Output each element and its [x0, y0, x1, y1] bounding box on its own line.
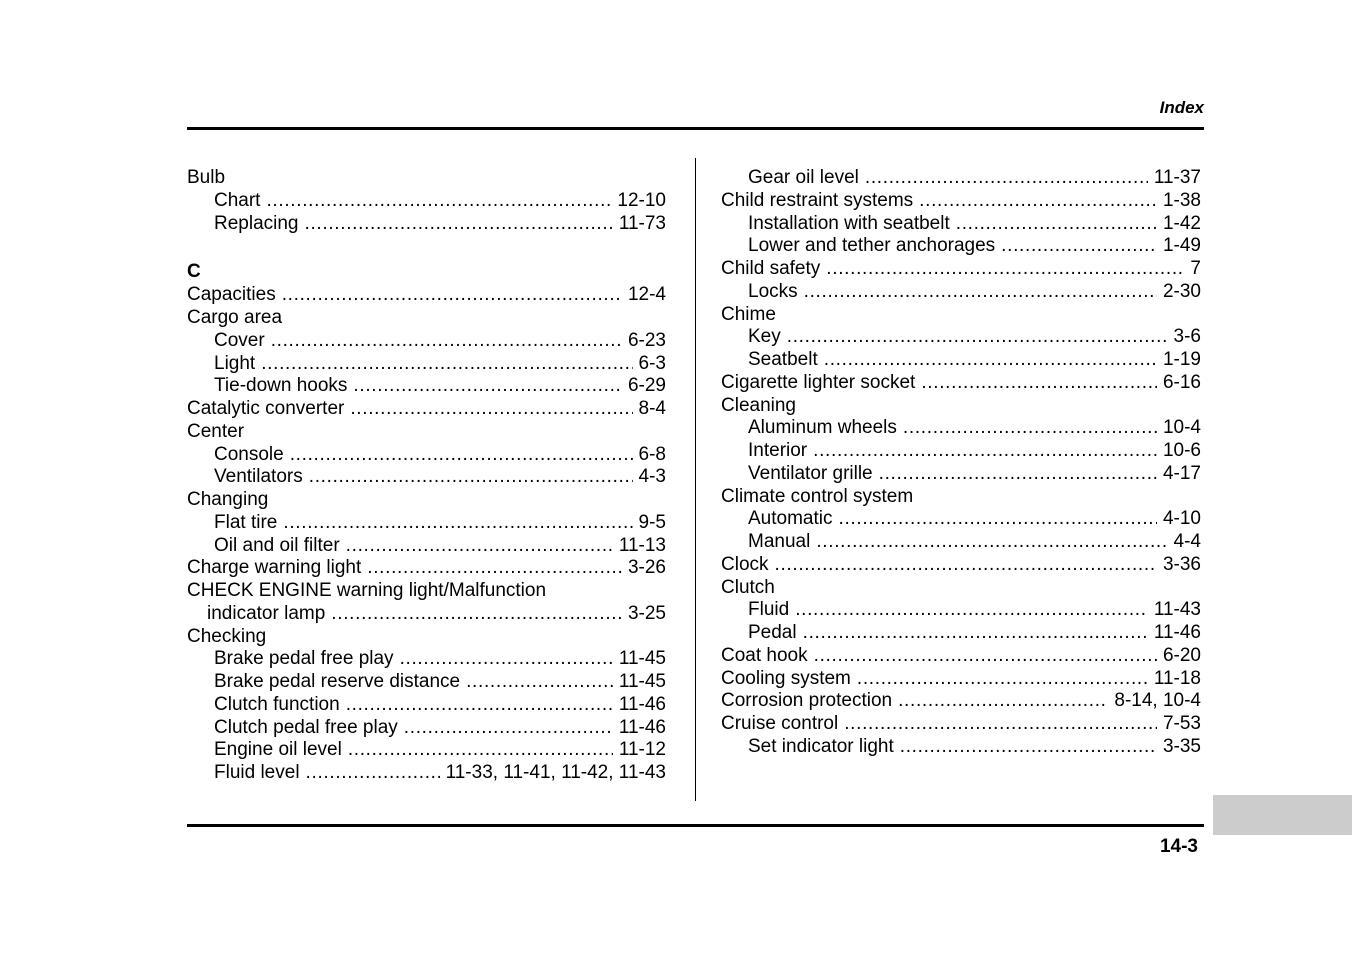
dot-leader	[900, 736, 1157, 759]
index-entry	[187, 694, 666, 717]
index-entry-label: Chart	[214, 189, 261, 211]
index-entry-page: 8-4	[638, 398, 666, 419]
index-entry	[187, 489, 666, 512]
index-entry-label: Cargo area	[187, 307, 283, 328]
index-entry	[187, 648, 666, 671]
index-entry	[187, 353, 666, 376]
index-entry-label: Bulb	[187, 167, 226, 188]
index-entry-page: 11-46	[1153, 622, 1201, 643]
page-header-title: Index	[1159, 98, 1204, 117]
index-entry	[187, 603, 666, 626]
index-entry-label: Checking	[187, 625, 267, 647]
dot-leader	[813, 440, 1157, 463]
index-entry-page: 6-20	[1162, 644, 1201, 666]
index-entry-label: Clutch	[721, 576, 775, 598]
index-entry-label: Center	[187, 420, 245, 442]
index-entry-label: Brake pedal free play	[214, 648, 394, 670]
page-number: 14-3	[1159, 836, 1198, 857]
index-section-letter: C	[187, 261, 201, 283]
index-entry-label: Key	[748, 326, 781, 348]
index-entry	[721, 668, 1201, 691]
index-entry	[721, 508, 1201, 531]
index-entry	[721, 258, 1201, 281]
index-entry-label: indicator lamp	[207, 602, 326, 624]
index-entry-page: 11-13	[618, 534, 666, 556]
index-entry	[721, 372, 1201, 395]
dot-leader	[331, 603, 622, 626]
index-entry	[721, 417, 1201, 440]
index-entry-label: Automatic	[748, 508, 833, 530]
dot-leader	[282, 284, 622, 307]
dot-leader	[824, 349, 1157, 372]
index-entry-page: 1-42	[1162, 212, 1201, 234]
dot-leader	[404, 717, 613, 740]
dot-leader	[346, 535, 613, 558]
dot-leader	[305, 213, 613, 236]
dot-leader	[814, 645, 1157, 668]
index-entry	[721, 349, 1201, 372]
index-entry	[187, 671, 666, 694]
index-entry	[721, 486, 1201, 509]
dot-leader	[816, 531, 1167, 554]
index-entry-label: Climate control system	[721, 485, 914, 507]
index-entry-page: 4-17	[1162, 462, 1201, 484]
index-entry	[721, 622, 1201, 645]
dot-leader	[803, 622, 1148, 645]
index-entry-page: 1-49	[1162, 235, 1201, 257]
index-entry-label: Tie-down hooks	[214, 375, 348, 397]
index-entry	[721, 599, 1201, 622]
index-entry-label: Locks	[748, 280, 798, 302]
index-entry	[187, 717, 666, 740]
index-entry-page: 8-14, 10-4	[1114, 690, 1201, 712]
index-entry-label: Engine oil level	[214, 739, 342, 761]
index-entry	[187, 167, 666, 190]
index-entry-label: Clutch pedal free play	[214, 716, 398, 738]
index-entry-page: 6-29	[627, 375, 666, 397]
index-entry-label: Chime	[721, 303, 776, 325]
index-entry-label: Corrosion protection	[721, 690, 893, 712]
index-entry-label: Ventilators	[214, 466, 303, 488]
dot-leader	[898, 690, 1108, 713]
index-entry	[721, 440, 1201, 463]
dot-leader	[919, 190, 1157, 213]
index-entry	[187, 580, 666, 603]
index-entry	[721, 213, 1201, 236]
index-entry-label: Clock	[721, 553, 769, 575]
index-entry-label: Flat tire	[214, 511, 278, 533]
index-entry-label: Child safety	[721, 258, 821, 279]
index-entry-label: Cover	[214, 329, 265, 351]
index-entry	[721, 167, 1201, 190]
index-entry	[187, 512, 666, 535]
dot-leader	[956, 213, 1157, 236]
index-entry-label: Cigarette lighter socket	[721, 371, 916, 393]
dot-leader	[787, 326, 1168, 349]
index-entry-page: 4-10	[1162, 508, 1201, 530]
index-entry	[187, 307, 666, 330]
index-entry-label: Ventilator grille	[748, 462, 873, 484]
index-entry-page: 11-45	[618, 648, 666, 670]
index-entry-page: 1-38	[1162, 189, 1201, 211]
index-entry-page: 3-6	[1173, 326, 1201, 348]
dot-leader	[367, 557, 622, 580]
index-entry	[721, 326, 1201, 349]
dot-leader	[309, 466, 633, 489]
index-entry-label: Installation with seatbelt	[748, 212, 950, 234]
index-entry-page: 4-4	[1173, 531, 1201, 552]
index-entry-page: 10-6	[1162, 440, 1201, 461]
index-entry	[187, 421, 666, 444]
dot-leader	[795, 599, 1148, 622]
index-entry-label: Gear oil level	[748, 167, 859, 188]
index-entry-page: 6-16	[1162, 371, 1201, 393]
index-entry	[721, 554, 1201, 577]
index-entry-page: 1-19	[1162, 349, 1201, 370]
dot-leader	[921, 372, 1157, 395]
dot-leader	[865, 167, 1148, 190]
index-entry	[721, 235, 1201, 258]
index-entry	[721, 395, 1201, 418]
index-entry	[721, 190, 1201, 213]
dot-leader	[844, 713, 1157, 736]
dot-leader	[826, 258, 1184, 281]
dot-leader	[348, 739, 613, 762]
index-entry	[721, 531, 1201, 554]
index-column-right	[721, 167, 1201, 759]
index-entry	[187, 626, 666, 649]
index-entry-label: CHECK ENGINE warning light/Malfunction	[187, 580, 547, 601]
dot-leader	[283, 512, 632, 535]
index-entry-page: 11-43	[1153, 599, 1201, 621]
index-entry	[721, 577, 1201, 600]
index-entry	[187, 213, 666, 236]
index-entry-label: Aluminum wheels	[748, 417, 897, 439]
index-entry-label: Pedal	[748, 622, 797, 643]
index-entry-label: Lower and tether anchorages	[748, 235, 996, 257]
index-entry-page: 11-46	[618, 716, 666, 738]
index-entry	[187, 762, 666, 785]
index-entry-label: Oil and oil filter	[214, 534, 340, 556]
dot-leader	[466, 671, 613, 694]
index-entry-label: Fluid level	[214, 762, 300, 783]
index-entry-label: Replacing	[214, 212, 299, 234]
dot-leader	[266, 190, 611, 213]
dot-leader	[400, 648, 613, 671]
index-entry-page: 6-23	[627, 329, 666, 351]
index-entry-page: 3-36	[1162, 553, 1201, 575]
index-entry	[187, 444, 666, 467]
index-entry-label: Child restraint systems	[721, 189, 914, 211]
dot-leader	[775, 554, 1157, 577]
index-entry-page: 6-8	[638, 443, 666, 465]
index-entry-page: 11-12	[618, 739, 666, 761]
index-entry	[187, 284, 666, 307]
dot-leader	[350, 398, 632, 421]
index-entry-label: Coat hook	[721, 644, 808, 666]
index-entry	[721, 736, 1201, 759]
index-column-left	[187, 167, 666, 785]
index-entry-label: Cooling system	[721, 667, 851, 689]
index-entry-page: 7-53	[1162, 713, 1201, 734]
index-entry-label: Charge warning light	[187, 557, 362, 579]
dot-leader	[857, 668, 1148, 691]
index-entry-page: 11-45	[618, 671, 666, 692]
dot-leader	[353, 375, 622, 398]
index-entry-page: 11-73	[618, 212, 666, 234]
index-entry-label: Clutch function	[214, 693, 340, 715]
index-entry	[187, 557, 666, 580]
index-entry-label: Brake pedal reserve distance	[214, 671, 461, 692]
header-rule	[187, 127, 1204, 130]
index-entry	[721, 713, 1201, 736]
index-entry-page: 7	[1190, 258, 1201, 279]
index-entry	[187, 330, 666, 353]
index-entry	[721, 690, 1201, 713]
index-entry-page: 12-4	[627, 284, 666, 306]
index-entry	[721, 645, 1201, 668]
index-entry-label: Seatbelt	[748, 349, 818, 370]
dot-leader	[346, 694, 613, 717]
index-entry-label: Changing	[187, 489, 269, 510]
index-entry	[187, 398, 666, 421]
index-entry-page: 11-46	[618, 693, 666, 715]
index-entry-page: 3-35	[1162, 735, 1201, 757]
index-entry-page: 3-26	[627, 557, 666, 579]
index-entry-page: 12-10	[617, 189, 666, 211]
index-entry	[187, 535, 666, 558]
index-entry-page: 11-37	[1153, 167, 1201, 188]
index-entry-label: Console	[214, 443, 284, 465]
footer-rule	[187, 824, 1204, 827]
index-entry-label: Manual	[748, 531, 811, 552]
index-entry-label: Cleaning	[721, 394, 796, 416]
index-entry-label: Catalytic converter	[187, 398, 345, 419]
index-entry	[187, 190, 666, 213]
dot-leader	[306, 762, 440, 785]
section-thumb-tab	[1213, 795, 1352, 835]
dot-leader	[290, 444, 633, 467]
dot-leader	[1001, 235, 1157, 258]
index-entry	[721, 304, 1201, 327]
dot-leader	[879, 463, 1157, 486]
index-entry	[187, 466, 666, 489]
index-entry-page: 9-5	[638, 511, 666, 533]
index-entry-page: 4-3	[638, 466, 666, 488]
index-entry-page: 3-25	[627, 602, 666, 624]
index-entry-label: Interior	[748, 440, 808, 461]
index-entry-page: 10-4	[1162, 417, 1201, 439]
index-entry-page: 11-18	[1153, 667, 1201, 689]
index-entry-label: Set indicator light	[748, 735, 894, 757]
index-entry	[187, 375, 666, 398]
dot-leader	[261, 353, 632, 376]
index-entry-label: Light	[214, 352, 256, 374]
index-entry-label: Cruise control	[721, 713, 839, 734]
dot-leader	[271, 330, 622, 353]
index-entry-page: 6-3	[638, 352, 666, 374]
dot-leader	[804, 281, 1157, 304]
index-entry-label: Fluid	[748, 599, 790, 621]
index-entry-page: 2-30	[1162, 280, 1201, 302]
index-entry-label: Capacities	[187, 284, 276, 306]
index-entry-page: 11-33, 11-41, 11-42, 11-43	[445, 762, 666, 783]
index-entry	[721, 281, 1201, 304]
index-entry	[721, 463, 1201, 486]
column-divider	[695, 158, 696, 801]
index-entry	[187, 739, 666, 762]
dot-leader	[838, 508, 1156, 531]
dot-leader	[903, 417, 1157, 440]
section-spacer	[187, 235, 666, 260]
